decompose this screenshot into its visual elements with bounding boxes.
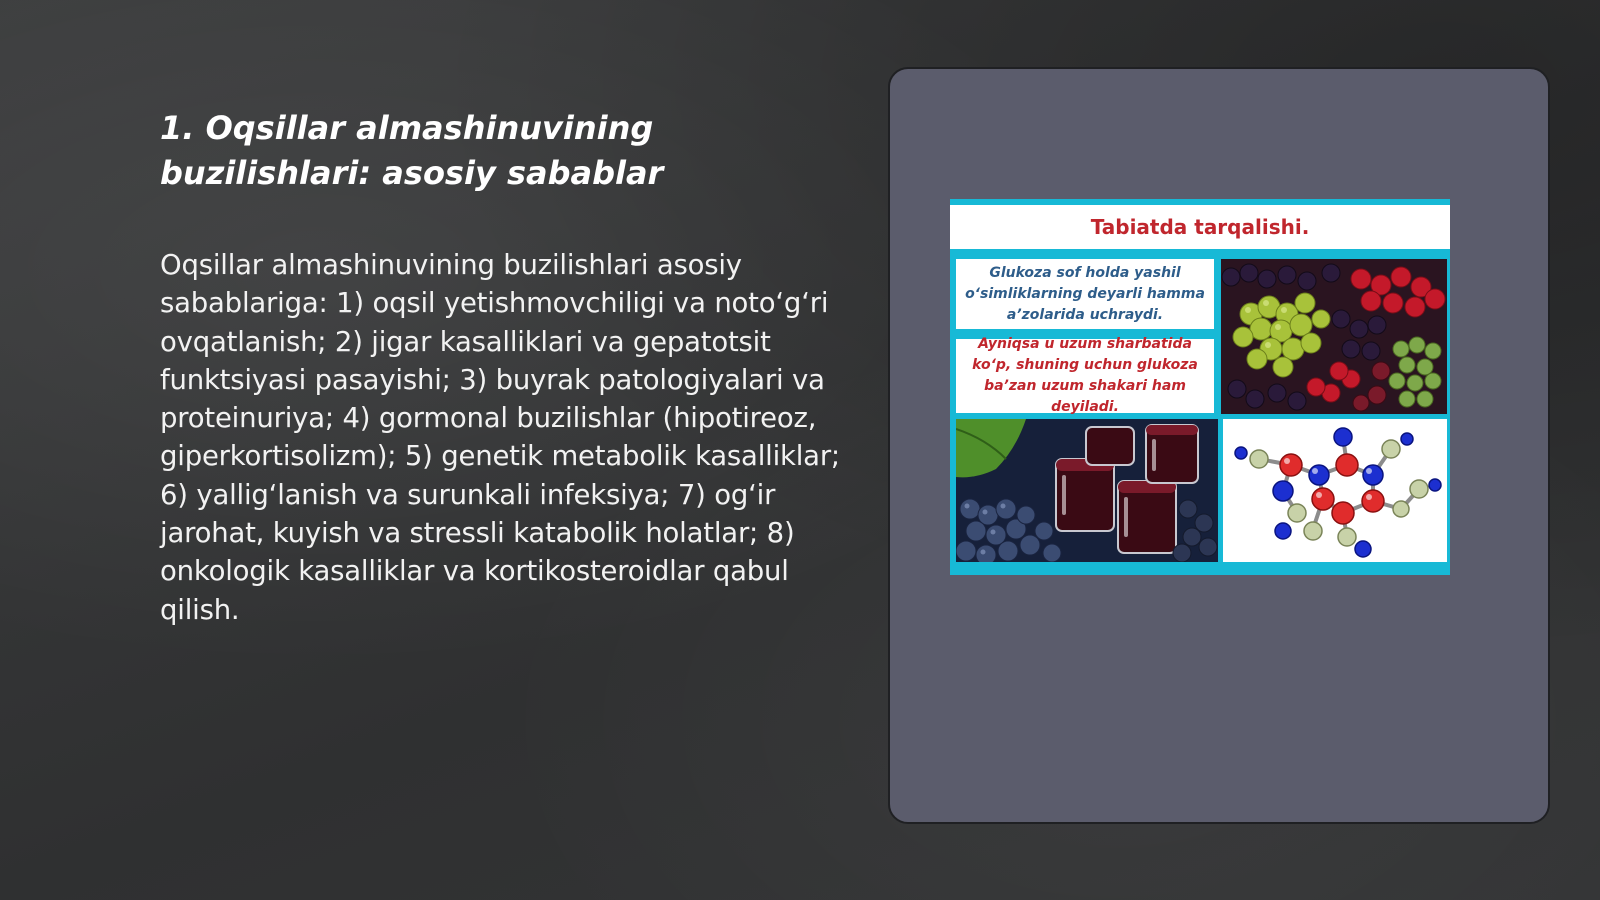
grapes-photo xyxy=(1221,259,1447,414)
infographic-text-box-2 xyxy=(956,336,1214,415)
slide-title: 1. Oqsillar almashinuvining buzilishlari: asosiy sabablar xyxy=(160,109,664,192)
infographic-text-1: Glukoza sof holda yashil o‘simliklarning deyarli hamma a’zolarida uchraydi. xyxy=(965,264,1205,323)
infographic-title: Tabiatda tarqalishi. xyxy=(1090,215,1310,239)
infographic-text-2: Ayniqsa u uzum sharbatida ko‘p, shuning uchun glukoza ba’zan uzum shakari ham deyiladi. xyxy=(972,336,1198,415)
grape-juice-photo xyxy=(956,419,1218,562)
infographic-title-bar xyxy=(950,205,1450,249)
infographic-image xyxy=(950,199,1450,575)
slide-body-text: Oqsillar almashinuvining buzilishlari asosiy sabablariga: 1) oqsil yetishmovchiligi va noto‘g‘ri ovqatlanish; 2) jigar kasalliklari va gepatotsit funktsiyasi pasayishi; 3) buyrak patologiyalari va proteinuriya; 4) gormonal buzilishlar (hipotireoz, giperkortisolizm); 5) genetik metabolik kasalliklar; 6) yallig‘lanish va surunkali infeksiya; 7) og‘ir jarohat, kuyish va stressli katabolik holatlar; 8) onkologik kasalliklar va kortikosteroidlar qabul qilish. xyxy=(160,249,841,626)
glucose-molecule-model xyxy=(1223,419,1447,562)
infographic-text-box-1 xyxy=(956,259,1214,329)
